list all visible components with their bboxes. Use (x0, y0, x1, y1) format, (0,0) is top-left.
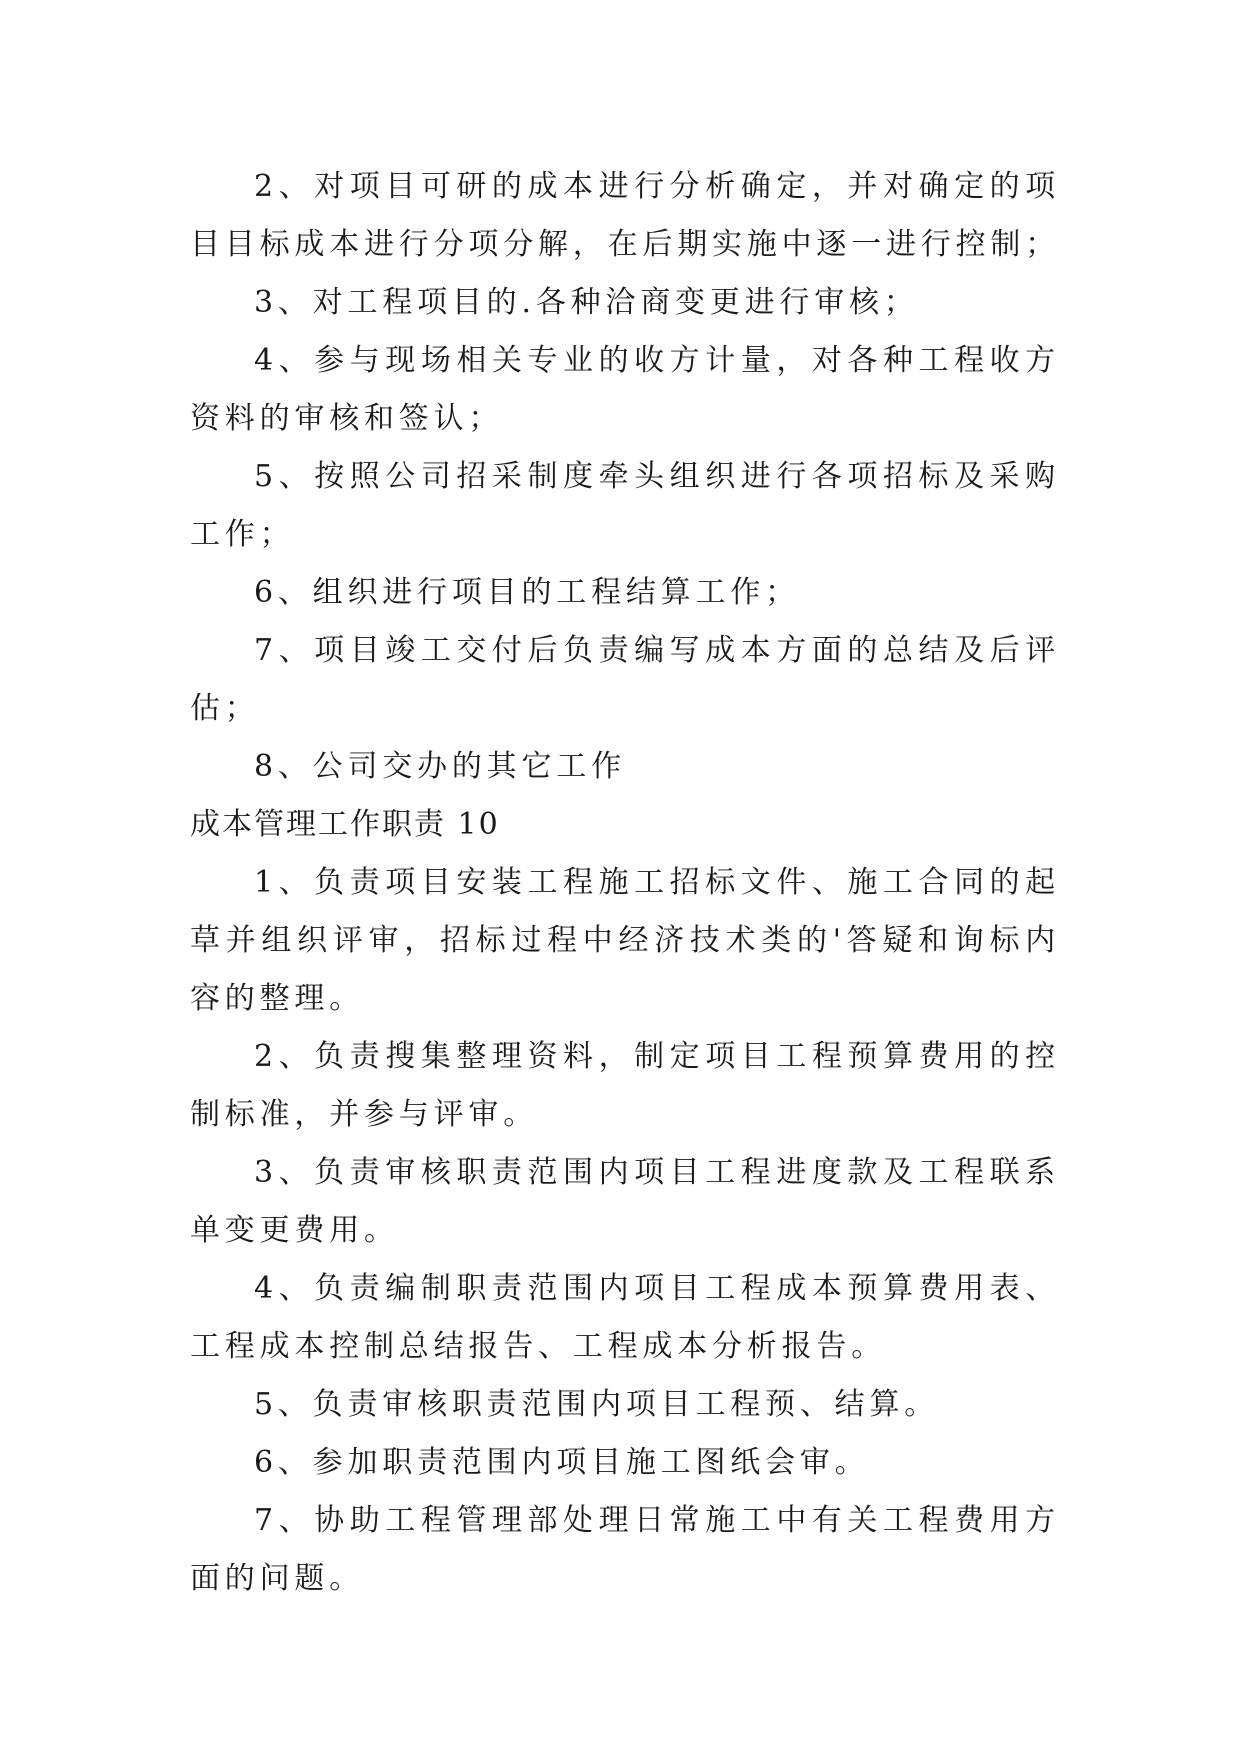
paragraph-item-8: 8、公司交办的其它工作 (254, 749, 626, 784)
duty-item-4: 4、负责编制职责范围内项目工程成本预算费用表、工程成本控制总结报告、工程成本分析报告。 (190, 1271, 1060, 1364)
duty-item-2: 2、负责搜集整理资料，制定项目工程预算费用的控制标准，并参与评审。 (190, 1039, 1060, 1132)
duty-item-3: 3、负责审核职责范围内项目工程进度款及工程联系单变更费用。 (190, 1155, 1060, 1248)
duty-item-6: 6、参加职责范围内项目施工图纸会审。 (254, 1445, 870, 1480)
duty-item-5: 5、负责审核职责范围内项目工程预、结算。 (254, 1387, 940, 1422)
paragraph-item-2: 2、对项目可研的成本进行分析确定，并对确定的项目目标成本进行分项分解，在后期实施中逐一进行控制； (190, 169, 1060, 262)
paragraph-item-3: 3、对工程项目的.各种洽商变更进行审核； (254, 285, 919, 320)
paragraph-item-6: 6、组织进行项目的工程结算工作； (254, 575, 800, 610)
document-body (190, 158, 1060, 1608)
section-heading: 成本管理工作职责 10 (190, 807, 500, 842)
duty-item-1: 1、负责项目安装工程施工招标文件、施工合同的起草并组织评审，招标过程中经济技术类的'答疑和询标内容的整理。 (190, 865, 1060, 1016)
paragraph-item-7: 7、项目竣工交付后负责编写成本方面的总结及后评估； (190, 633, 1060, 726)
duty-item-7: 7、协助工程管理部处理日常施工中有关工程费用方面的问题。 (190, 1503, 1060, 1596)
paragraph-item-5: 5、按照公司招采制度牵头组织进行各项招标及采购工作； (190, 459, 1060, 552)
paragraph-item-4: 4、参与现场相关专业的收方计量，对各种工程收方资料的审核和签认； (190, 343, 1060, 436)
